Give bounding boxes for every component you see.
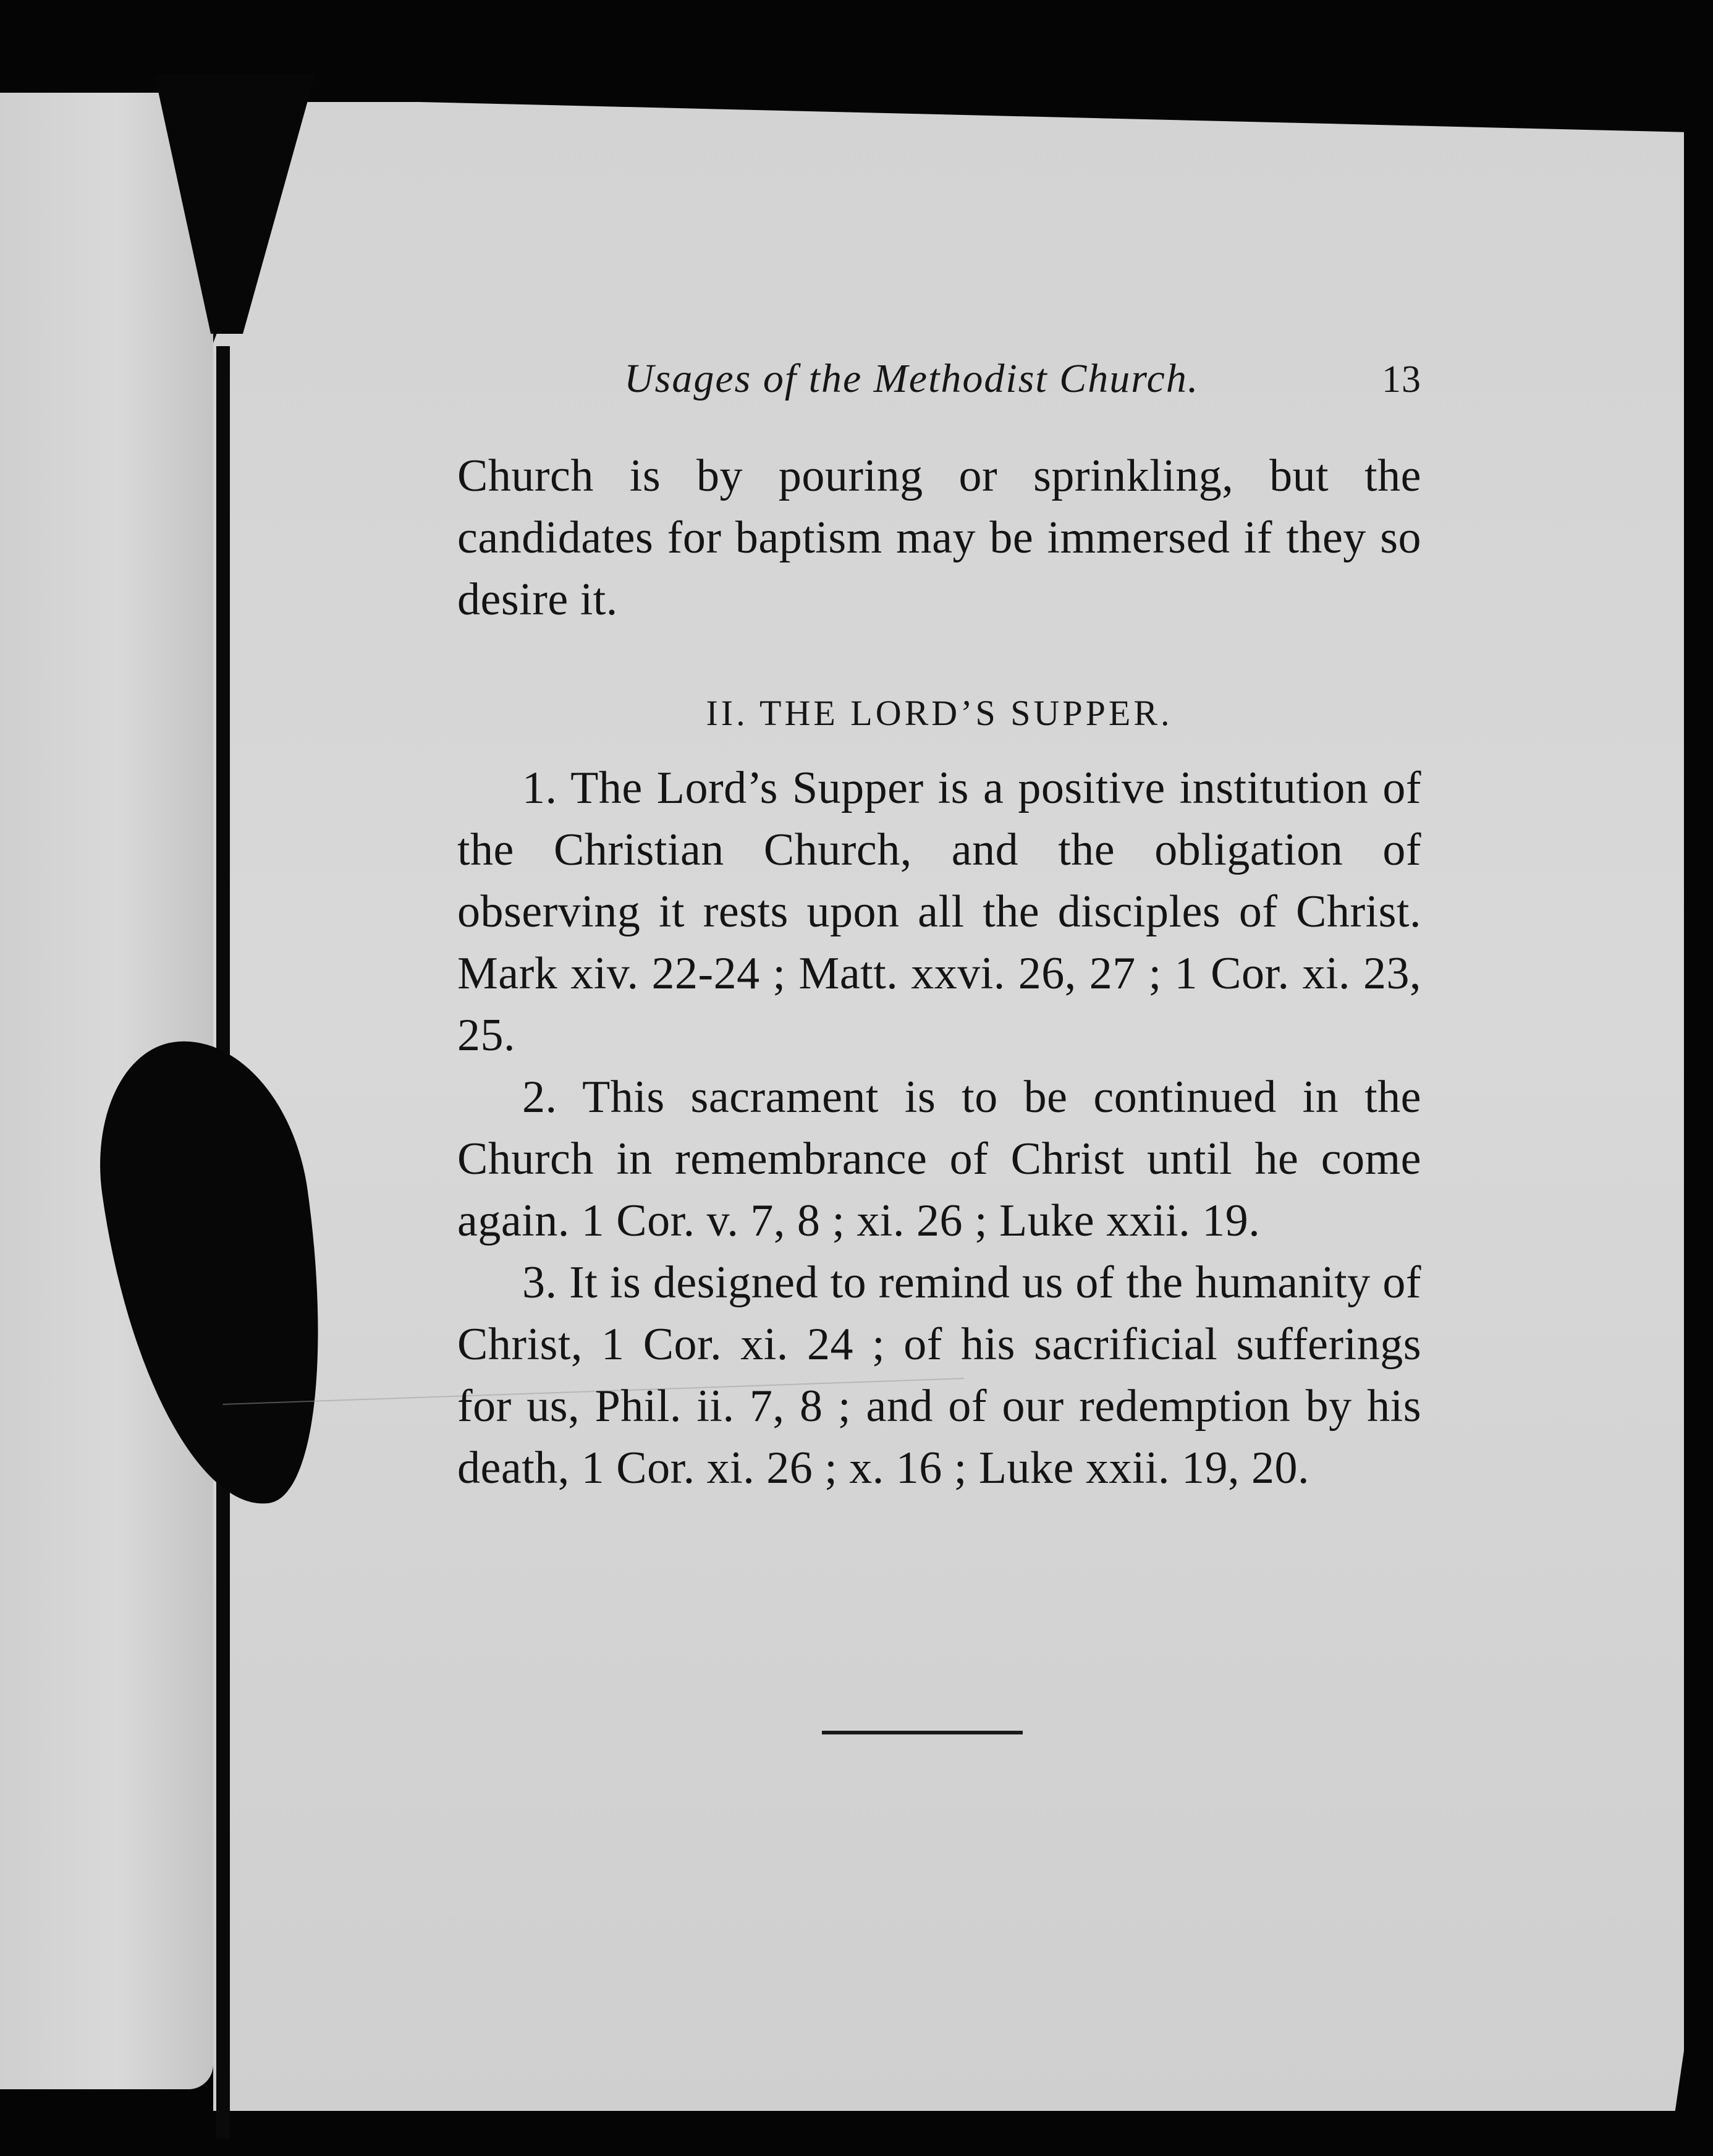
continued-paragraph [457,445,1421,630]
section-body [457,757,1421,1499]
section-end-rule [822,1731,1023,1734]
paragraph-2: 2. This sacrament is to be continued in the Church in remembrance of Christ until he come again. 1 Cor. v. 7, 8 ; xi. 26 ; Luke xxii. 19. [457,1072,1421,1246]
paragraph-1: 1. The Lord’s Supper is a positive institution of the Christian Church, and the obligation of observing it rests upon all the disciples of Christ. Mark xiv. 22-24 ; Matt. xxvi. 26, 27 ; 1 Cor. xi. 23, 25. [457,763,1421,1061]
running-head-title: Usages of the Methodist Church. [624,356,1199,401]
continuation-text: Church is by pouring or sprinkling, but the candidates for baptism may be immersed if they so desire it. [457,451,1421,625]
page-number: 13 [1382,359,1421,401]
section-heading: II. THE LORD’S SUPPER. [706,693,1173,733]
paragraph-3: 3. It is designed to remind us of the humanity of Christ, 1 Cor. xi. 24 ; of his sacrificial sufferings for us, Phil. ii. 7, 8 ; and of our redemption by his death, 1 Cor. xi. 26 ; x. 16 ; Luke xxii. 19, 20. [457,1257,1421,1493]
running-head [624,355,1421,402]
